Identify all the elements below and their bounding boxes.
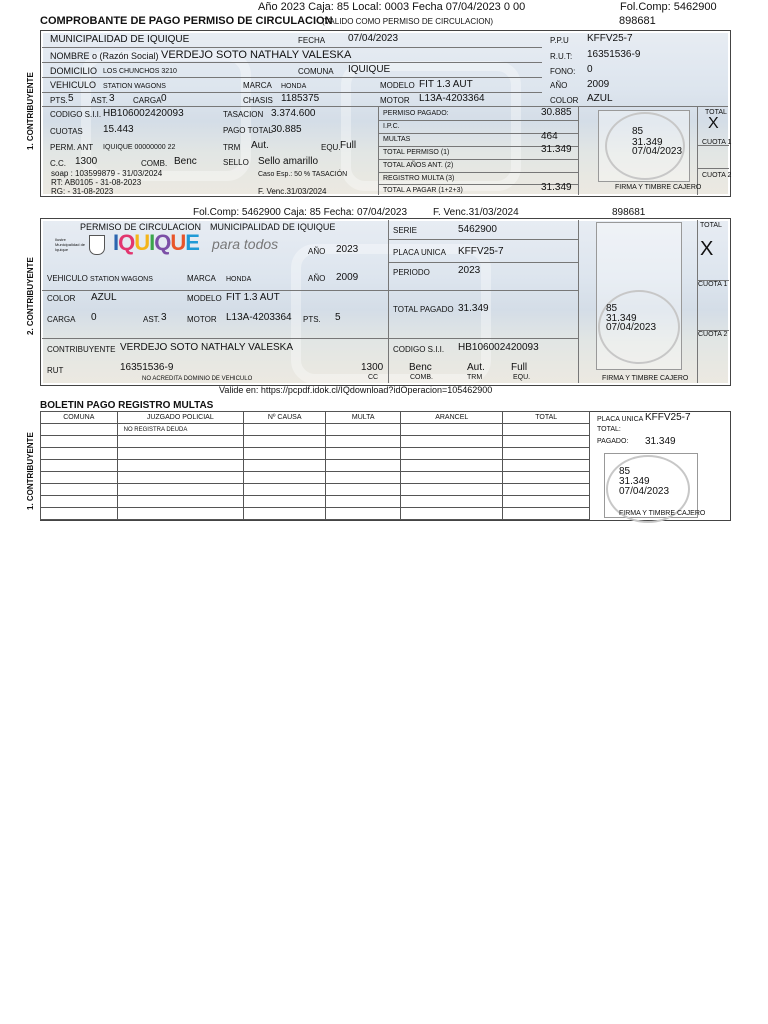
s1-total-permiso-label: TOTAL PERMISO (1) [383, 149, 450, 156]
s3-placa: KFFV25-7 [645, 412, 691, 423]
s2-number: 898681 [612, 207, 646, 218]
s1-fono-label: FONO: [550, 67, 576, 76]
s1-cuotas: 15.443 [103, 124, 134, 135]
table-row [41, 436, 590, 448]
s2-divider [42, 290, 578, 291]
s1-ano: 2009 [587, 79, 610, 90]
s2-contribuyente-label: CONTRIBUYENTE [47, 345, 116, 354]
s1-firma: FIRMA Y TIMBRE CAJERO [615, 184, 702, 191]
s2-codigo-label: CODIGO S.I.I. [393, 345, 445, 354]
s2-vehiculo: STATION WAGONS [90, 276, 153, 283]
s2-divider [42, 338, 578, 339]
s1-comuna: IQUIQUE [348, 64, 391, 75]
s1-ppu-label: P.P.U [550, 36, 569, 45]
s2-ano2-label: AÑO [308, 274, 326, 283]
s2-rut-label: RUT [47, 366, 64, 375]
s1-color-label: COLOR [550, 96, 579, 105]
s2-serie-label: SERIE [393, 226, 418, 235]
s3-stamp-caja: 85 [619, 466, 631, 477]
logo-letter: E [185, 230, 199, 255]
s1-carga: 0 [161, 93, 167, 104]
s2-equ-label: EQU. [513, 374, 531, 381]
s2-carga: 0 [91, 312, 97, 323]
s2-firma: FIRMA Y TIMBRE CAJERO [602, 375, 689, 382]
col-total: TOTAL [503, 412, 590, 424]
s1-stamp-monto: 31.349 [632, 137, 663, 148]
s2-contribuyente: VERDEJO SOTO NATHALY VALESKA [120, 342, 294, 353]
top-folcomp: Fol.Comp: 5462900 [620, 1, 717, 13]
logo-letter: Q [154, 230, 171, 255]
valide-url: Valide en: https://pcpdf.idok.cl/IQdownload?idOperacion=105462900 [219, 385, 493, 395]
s2-vehiculo-label: VEHICULO [47, 274, 88, 283]
s1-ipc-label: I.P.C. [383, 123, 400, 130]
s1-chasis: 1185375 [281, 93, 320, 104]
col-causa: Nº CAUSA [243, 412, 326, 424]
s2-placa-label: PLACA UNICA [393, 248, 446, 257]
s1-divider [42, 62, 542, 63]
s1-ipc: 464 [541, 131, 558, 142]
s1-ast-label: AST. [91, 96, 108, 105]
s1-domicilio: LOS CHUNCHOS 3210 [103, 68, 177, 75]
s1-fecha: 07/04/2023 [348, 33, 399, 44]
s3-stamp-fecha: 07/04/2023 [619, 486, 670, 497]
s1-cc-label: C.C. [50, 159, 66, 168]
s2-total-x: X [700, 238, 714, 260]
s2-title-a: PERMISO DE CIRCULACION [80, 222, 202, 232]
s1-rt: RT: AB0105 - 31-08-2023 [51, 178, 142, 187]
s3-side-label: 1. CONTRIBUYENTE [26, 432, 35, 510]
s2-color: AZUL [91, 292, 117, 303]
s1-pagototal: 30.885 [271, 124, 302, 135]
s1-rut: 16351536-9 [587, 49, 641, 60]
s2-pts-label: PTS. [303, 315, 321, 324]
s1-color: AZUL [587, 93, 613, 104]
s1-pagototal-label: PAGO TOTAL [223, 126, 273, 135]
s1-comb: Benc [174, 156, 197, 167]
s2-periodo: 2023 [458, 265, 481, 276]
s2-ano: 2023 [336, 244, 359, 255]
s2-modelo: FIT 1.3 AUT [226, 292, 280, 303]
s1-nombre-label: NOMBRE o (Razón Social) [50, 51, 159, 61]
s1-stamp-fecha: 07/04/2023 [632, 146, 683, 157]
municipality-crest [55, 235, 105, 260]
s2-ast: 3 [161, 312, 167, 323]
s2-periodo-label: PERIODO [393, 268, 430, 277]
s3-pagado: 31.349 [645, 436, 676, 447]
s1-modelo-label: MODELO [380, 81, 415, 90]
col-juzgado: JUZGADO POLICIAL [117, 412, 243, 424]
s2-divider [388, 239, 578, 240]
table-row [41, 472, 590, 484]
table-row [41, 424, 590, 436]
s1-total-label: TOTAL [705, 109, 727, 116]
s2-stamp-caja: 85 [606, 303, 618, 314]
col-comuna: COMUNA [41, 412, 118, 424]
s1-pts: 5 [68, 93, 74, 104]
s2-modelo-label: MODELO [187, 294, 222, 303]
s1-chasis-label: CHASIS [243, 96, 273, 105]
s1-fono: 0 [587, 64, 593, 75]
s2-placa: KFFV25-7 [458, 246, 504, 257]
s1-rut-label: R.U.T: [550, 52, 573, 61]
iquique-logo [113, 230, 199, 256]
s1-fvenc: F. Venc.31/03/2024 [258, 187, 327, 196]
s2-ano2: 2009 [336, 272, 359, 283]
crest-text: Ilustre Municipalidad de Iquique [55, 237, 86, 252]
s1-comuna-label: COMUNA [298, 67, 334, 76]
s2-cuota2-label: CUOTA 2 [698, 331, 728, 338]
s2-divider [388, 220, 389, 383]
s1-comb-label: COMB. [141, 159, 168, 168]
s3-firma: FIRMA Y TIMBRE CAJERO [619, 510, 706, 517]
s2-header: Fol.Comp: 5462900 Caja: 85 Fecha: 07/04/2023 [193, 207, 408, 218]
iquique-logo-text [113, 230, 199, 255]
s1-multas-label: MULTAS [383, 136, 411, 143]
col-arancel: ARANCEL [401, 412, 503, 424]
multas-header-row [41, 412, 590, 424]
s1-ast: 3 [109, 93, 115, 104]
iquique-logo-sub: para todos [212, 236, 279, 252]
s1-trm: Aut. [251, 140, 269, 151]
s2-side-label: 2. CONTRIBUYENTE [26, 257, 35, 335]
s1-muni: MUNICIPALIDAD DE IQUIQUE [50, 34, 190, 45]
s1-rg: RG: - 31-08-2023 [51, 187, 114, 196]
s2-no-acredita: NO ACREDITA DOMINIO DE VEHICULO [142, 376, 253, 382]
s2-marca: HONDA [226, 276, 252, 283]
s1-codigo: HB106002420093 [103, 108, 184, 119]
s1-permiso-pagado: 30.885 [541, 107, 572, 118]
s2-rut: 16351536-9 [120, 362, 174, 373]
s2-motor: L13A-4203364 [226, 312, 292, 323]
s2-pts: 5 [335, 312, 341, 323]
s2-divider [697, 220, 698, 383]
s1-divider [578, 106, 579, 195]
s1-vehiculo-label: VEHICULO [50, 80, 97, 90]
s1-registro-multa-label: REGISTRO MULTA (3) [383, 175, 455, 182]
s1-cuotas-label: CUOTAS [50, 127, 83, 136]
s1-motor-label: MOTOR [380, 96, 410, 105]
s1-permiso-pagado-label: PERMISO PAGADO: [383, 110, 449, 117]
s2-marca-label: MARCA [187, 274, 216, 283]
table-row [41, 496, 590, 508]
s1-side-label: 1. CONTRIBUYENTE [26, 72, 35, 150]
s1-vehiculo: STATION WAGONS [103, 83, 166, 90]
s1-divider [697, 106, 698, 195]
col-multa: MULTA [326, 412, 401, 424]
s1-sello: Sello amarillo [258, 156, 319, 167]
s2-comb: Benc [409, 362, 432, 373]
s2-comb-label: COMB. [410, 374, 433, 381]
s1-divider [42, 106, 728, 107]
s1-divider [697, 168, 729, 169]
s1-cc: 1300 [75, 156, 98, 167]
s2-cc: 1300 [361, 362, 384, 373]
logo-letter: U [170, 230, 186, 255]
s1-tasacion: 3.374.600 [271, 108, 316, 119]
s2-stamp-monto: 31.349 [606, 313, 637, 324]
s1-pts-label: PTS. [50, 96, 68, 105]
s2-cc-label: CC [368, 374, 379, 381]
s2-title-b: MUNICIPALIDAD DE IQUIQUE [210, 222, 336, 232]
s1-motor: L13A-4203364 [419, 93, 485, 104]
s2-ast-label: AST. [143, 315, 160, 324]
s1-modelo: FIT 1.3 AUT [419, 79, 473, 90]
s1-divider [42, 47, 542, 48]
s2-divider [578, 220, 579, 383]
s1-domicilio-label: DOMICILIO [50, 66, 98, 76]
s1-ppu: KFFV25-7 [587, 33, 633, 44]
s3-stamp-monto: 31.349 [619, 476, 650, 487]
table-row [41, 484, 590, 496]
s3-title: BOLETIN PAGO REGISTRO MULTAS [40, 400, 214, 411]
s1-total-anos-label: TOTAL AÑOS ANT. (2) [383, 162, 454, 169]
s1-equ: Full [340, 140, 357, 151]
s1-trm-label: TRM [223, 143, 241, 152]
s2-trm: Aut. [467, 362, 485, 373]
s2-motor-label: MOTOR [187, 315, 217, 324]
logo-letter: I [149, 230, 155, 255]
s1-tasacion-label: TASACION [223, 110, 264, 119]
s1-title: COMPROBANTE DE PAGO PERMISO DE CIRCULACION [40, 15, 333, 27]
s2-codigo: HB106002420093 [458, 342, 539, 353]
s2-carga-label: CARGA [47, 315, 76, 324]
s1-permant-label: PERM. ANT [50, 143, 94, 152]
s1-marca: HONDA [281, 83, 307, 90]
s1-permant: IQUIQUE 00000000 22 [103, 144, 176, 151]
s2-stamp-fecha: 07/04/2023 [606, 322, 657, 333]
s1-cuota2-label: CUOTA 2 [702, 172, 732, 179]
s2-trm-label: TRM [467, 374, 483, 381]
multas-table [40, 411, 590, 520]
s1-fecha-label: FECHA [298, 36, 326, 45]
s1-sello-label: SELLO [223, 158, 249, 167]
s2-total-label: TOTAL [700, 222, 722, 229]
s2-fvenc: F. Venc.31/03/2024 [433, 207, 519, 218]
s1-equ-label: EQU. [321, 143, 341, 152]
s1-total-pagar: 31.349 [541, 182, 572, 193]
s1-title-note: (VALIDO COMO PERMISO DE CIRCULACION) [322, 17, 493, 26]
s1-marca-label: MARCA [243, 81, 272, 90]
s1-divider [42, 77, 542, 78]
logo-letter: Q [118, 230, 135, 255]
s2-color-label: COLOR [47, 294, 76, 303]
s2-total-pagado-label: TOTAL PAGADO [393, 305, 454, 314]
s1-cuota1-label: CUOTA 1 [702, 139, 732, 146]
top-header-line: Año 2023 Caja: 85 Local: 0003 Fecha 07/04/2023 0 00 [258, 1, 526, 13]
s2-cuota1-label: CUOTA 1 [698, 281, 728, 288]
s2-total-pagado: 31.349 [458, 303, 489, 314]
s1-total-x: X [708, 115, 719, 132]
s1-divider [378, 159, 578, 160]
table-row [41, 508, 590, 520]
s2-divider [388, 262, 578, 263]
s1-nombre: VERDEJO SOTO NATHALY VALESKA [161, 49, 352, 61]
s2-serie: 5462900 [458, 224, 497, 235]
s1-carga-label: CARGA [133, 96, 162, 105]
top-number: 898681 [619, 15, 656, 27]
s1-caso: Caso Esp.: 50 % TASACIÓN [258, 171, 348, 178]
s3-placa-label: PLACA UNICA [597, 416, 644, 423]
s1-divider [378, 120, 578, 121]
s1-multas: 31.349 [541, 144, 572, 155]
table-row [41, 460, 590, 472]
s1-stamp-caja: 85 [632, 126, 644, 137]
s1-ano-label: AÑO [550, 81, 568, 90]
s1-codigo-label: CODIGO S.I.I. [50, 110, 102, 119]
logo-letter: I [113, 230, 119, 255]
logo-letter: U [134, 230, 150, 255]
s2-ano-label: AÑO [308, 247, 326, 256]
crest-shield-icon [89, 235, 105, 255]
s1-divider [378, 172, 578, 173]
table-row [41, 448, 590, 460]
s1-soap: soap : 103599879 - 31/03/2024 [51, 169, 163, 178]
s3-pagado-label: PAGADO: [597, 438, 629, 445]
s3-total-label: TOTAL: [597, 426, 621, 433]
s2-equ: Full [511, 362, 528, 373]
s1-total-pagar-label: TOTAL A PAGAR (1+2+3) [383, 187, 463, 194]
no-registra-deuda: NO REGISTRA DEUDA [117, 424, 243, 436]
